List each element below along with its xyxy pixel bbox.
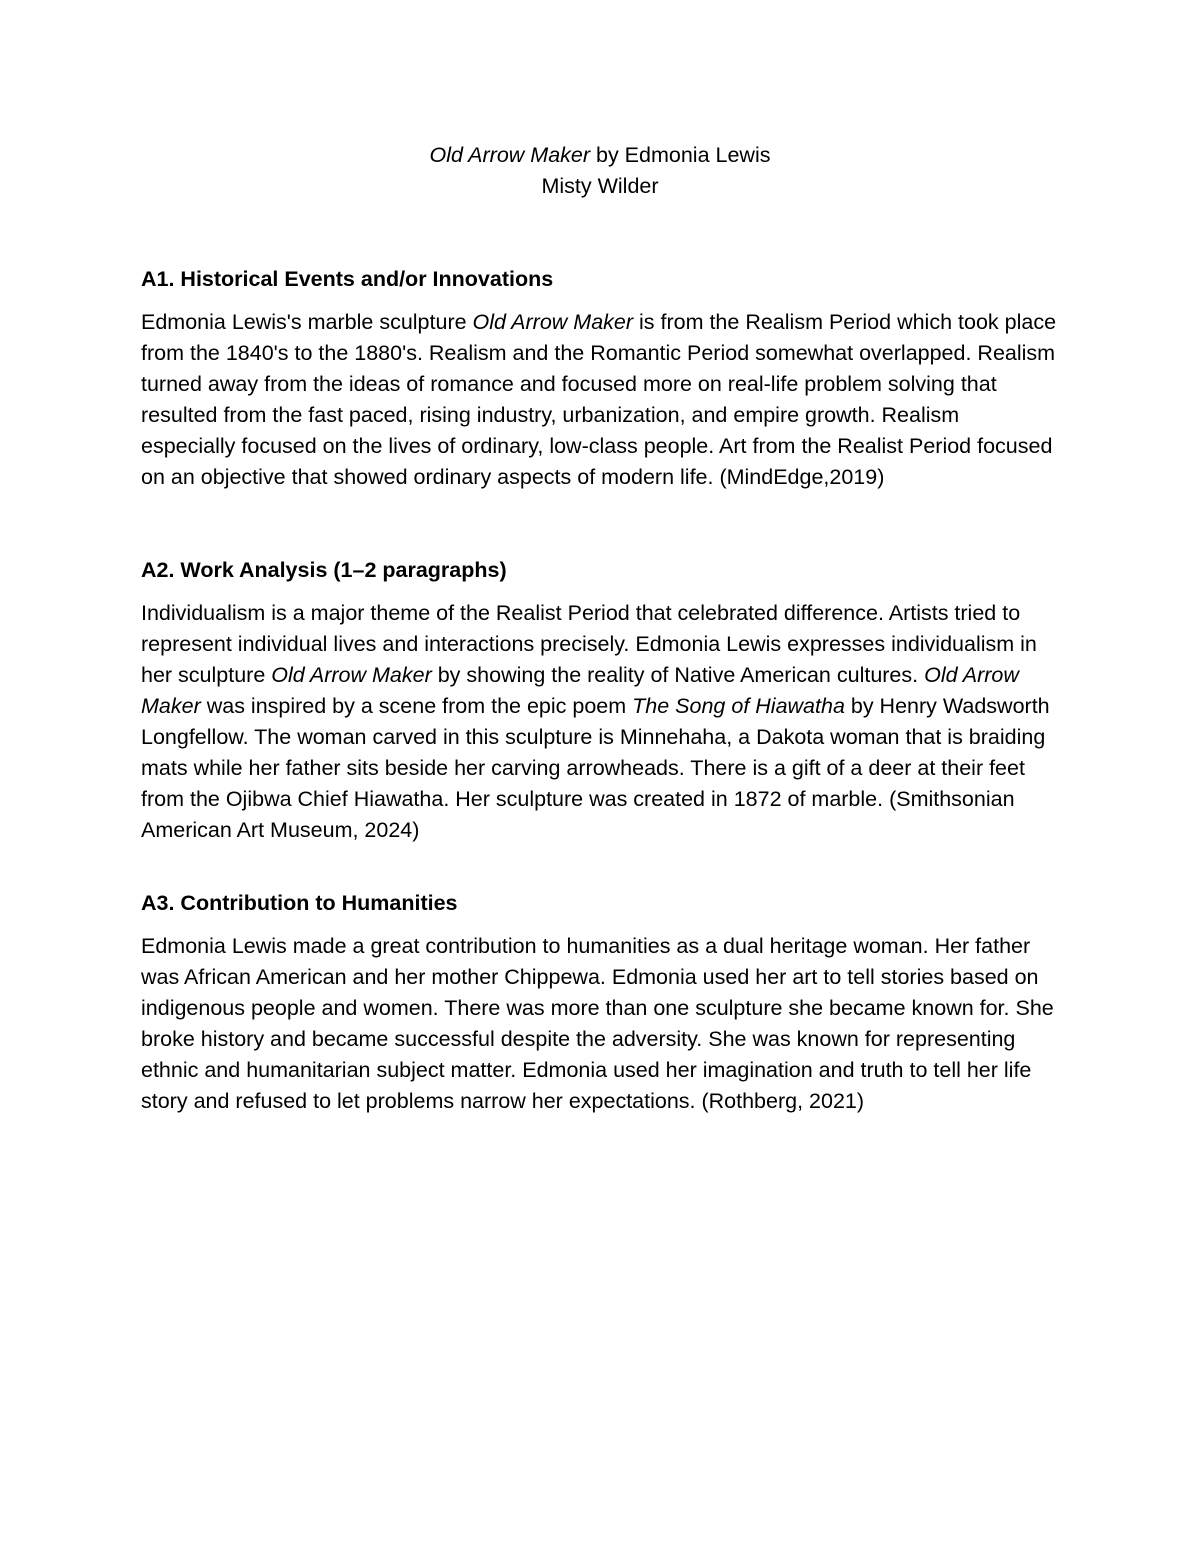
document-title: [141, 140, 1059, 171]
poem-title: The Song of Hiawatha: [632, 694, 845, 718]
section-heading-a3: A3. Contribution to Humanities: [141, 891, 458, 915]
paragraph-text: Edmonia Lewis's marble sculpture: [141, 310, 473, 334]
artwork-title: Old Arrow Maker: [271, 663, 432, 687]
title-block: [141, 140, 1059, 202]
author-name: Misty Wilder: [541, 174, 659, 198]
section-heading-a2: A2. Work Analysis (1–2 paragraphs): [141, 558, 507, 582]
document-page: [141, 140, 1059, 1117]
section-paragraph-a1: [141, 307, 1059, 493]
title-by-artist: by Edmonia Lewis: [590, 143, 771, 167]
paragraph-text: Individualism is a major theme of the Realist Period that celebrated difference. Artists tried to represent individual lives and interactions precisely. Edmonia Lewis expresses individualism in her sculpture: [141, 601, 1037, 687]
section-heading-a1: A1. Historical Events and/or Innovations: [141, 267, 554, 291]
paragraph-text: by Henry Wadsworth Longfellow. The woman carved in this sculpture is Minnehaha, a Dakota woman that is braiding mats while her father sits beside her carving arrowheads. There is a gift of a deer at their feet from the Ojibwa Chief Hiawatha. Her sculpture was created in 1872 of marble. (Smithsonian American Art Museum, 2024): [141, 694, 1050, 842]
paragraph-text: by showing the reality of Native American cultures.: [431, 663, 925, 687]
paragraph-text: Edmonia Lewis made a great contribution to humanities as a dual heritage woman. Her father was African American and her mother Chippewa. Edmonia used her art to tell stories based on indigenous people and women. There was more than one sculpture she became known for. She broke history and became successful despite the adversity. She was known for representing ethnic and humanitarian subject matter. Edmonia used her imagination and truth to tell her life story and refused to let problems narrow her expectations. (Rothberg, 2021): [141, 934, 1054, 1113]
artwork-title: Old Arrow Maker: [141, 663, 1019, 718]
section-paragraph-a3: [141, 931, 1059, 1117]
artwork-title: Old Arrow Maker: [472, 310, 634, 334]
section-paragraph-a2: [141, 598, 1059, 846]
work-title: Old Arrow Maker: [429, 143, 591, 167]
paragraph-text: is from the Realism Period which took place from the 1840's to the 1880's. Realism and the Romantic Period somewhat overlapped. Realism turned away from the ideas of romance and focused more on real-life problem solving that resulted from the fast paced, rising industry, urbanization, and empire growth. Realism especially focused on the lives of ordinary, low-class people. Art from the Realist Period focused on an objective that showed ordinary aspects of modern life. (MindEdge,2019): [141, 310, 1057, 489]
paragraph-text: was inspired by a scene from the epic poem: [200, 694, 633, 718]
